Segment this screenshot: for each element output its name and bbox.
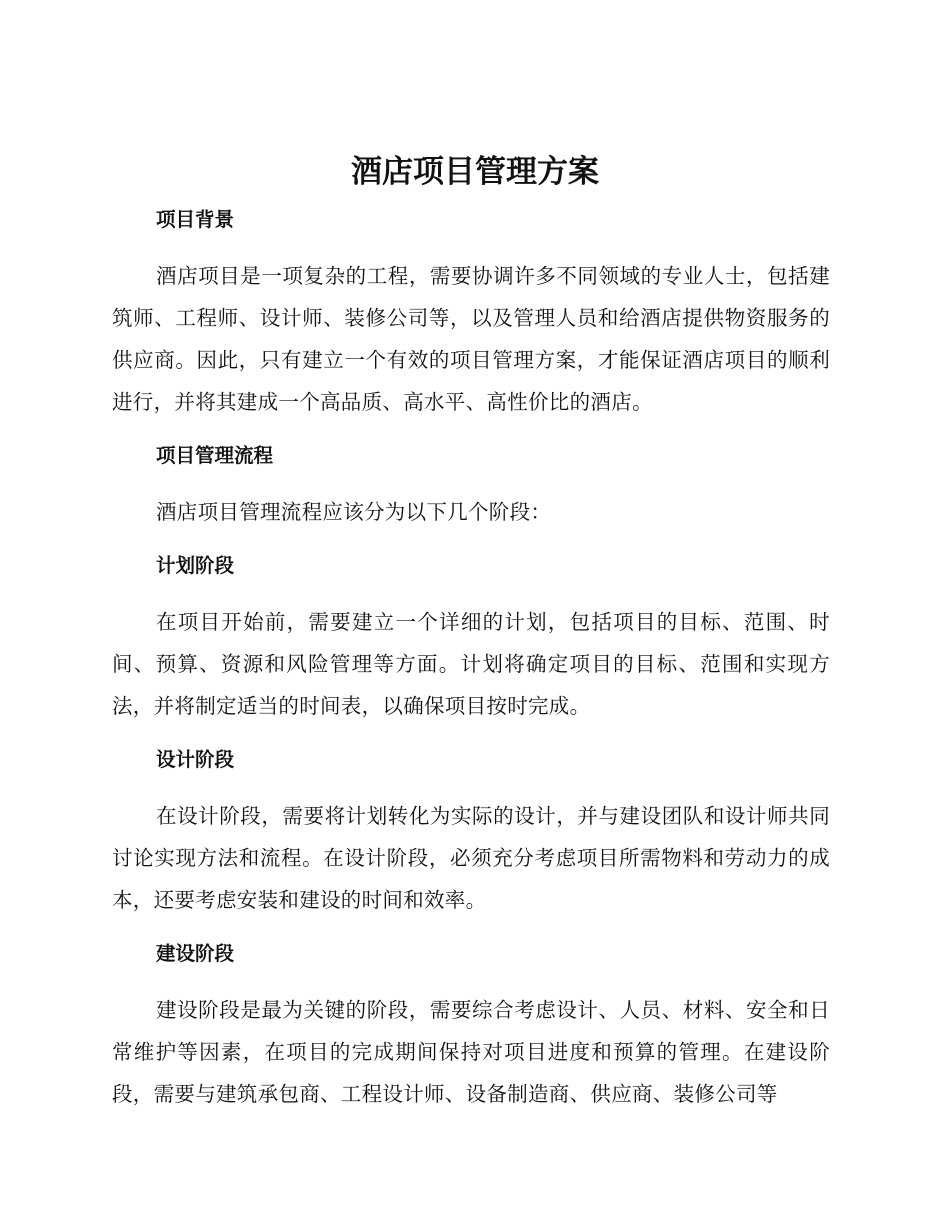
document-body [112, 200, 830, 1128]
section-heading-process: 项目管理流程 [156, 444, 274, 467]
paragraph-background: 酒店项目是一项复杂的工程，需要协调许多不同领域的专业人士，包括建筑师、工程师、设计师、装修公司等，以及管理人员和给酒店提供物资服务的供应商。因此，只有建立一个有效的项目管理方案，才能保证酒店项目的顺利进行，并将其建成一个高品质、高水平、高性价比的酒店。 [112, 264, 830, 414]
paragraph-process-intro: 酒店项目管理流程应该分为以下几个阶段： [156, 500, 552, 524]
section-heading-background: 项目背景 [156, 208, 235, 231]
paragraph-planning: 在项目开始前，需要建立一个详细的计划，包括项目的目标、范围、时间、预算、资源和风险管理等方面。计划将确定项目的目标、范围和实现方法，并将制定适当的时间表，以确保项目按时完成。 [112, 610, 830, 718]
section-heading-design: 设计阶段 [156, 748, 235, 771]
document-title: 酒店项目管理方案 [351, 154, 599, 190]
section-heading-planning: 计划阶段 [156, 554, 235, 577]
paragraph-construction: 建设阶段是最为关键的阶段，需要综合考虑设计、人员、材料、安全和日常维护等因素，在项目的完成期间保持对项目进度和预算的管理。在建设阶段，需要与建筑承包商、工程设计师、设备制造商、供应商、装修公司等 [112, 998, 830, 1106]
paragraph-design: 在设计阶段，需要将计划转化为实际的设计，并与建设团队和设计师共同讨论实现方法和流程。在设计阶段，必须充分考虑项目所需物料和劳动力的成本，还要考虑安装和建设的时间和效率。 [112, 804, 830, 912]
section-heading-construction: 建设阶段 [156, 942, 235, 965]
